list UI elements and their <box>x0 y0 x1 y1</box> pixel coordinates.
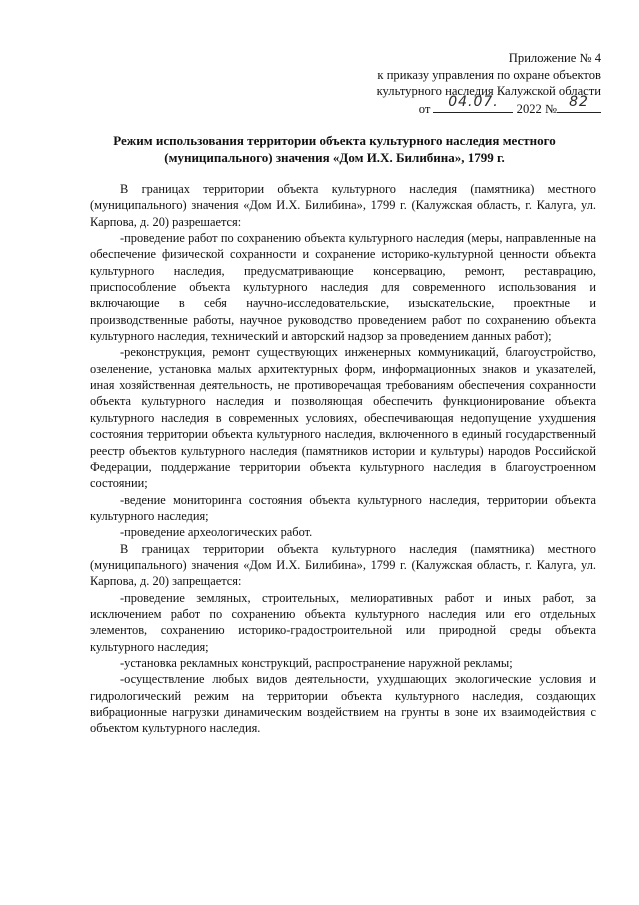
handwritten-number: 82 <box>569 93 589 110</box>
paragraph-earthworks: -проведение земляных, строительных, мелиоративных работ и иных работ, за исключением работ по сохранению объекта культурного наследия или его отдельных элементов, сохранению историко-градостроительной или природной среды объекта культурного наследия; <box>90 590 596 654</box>
title-line-1: Режим использования территории объекта культурного наследия местного <box>113 133 556 148</box>
authority-line: культурного наследия Калужской области <box>376 84 601 99</box>
paragraph-conservation-works: -проведение работ по сохранению объекта культурного наследия (меры, направленные на обеспечение физической сохранности и сохранение историко-культурной ценности объекта культурного наследия, предусматривающие консервацию, ремонт, реставрацию, приспособление объекта культурного наследия для современного использования и включающие в себя научно-исследовательские, изыскательские, проектные и производственные работы, научное руководство проведением работ по сохранению объекта культурного наследия, технический и авторский надзор за проведением данных работ); <box>90 231 596 344</box>
title-line-2: (муниципального) значения «Дом И.Х. Билибина», 1799 г. <box>164 149 505 165</box>
paragraph-advertising: -установка рекламных конструкций, распространение наружной рекламы; <box>120 655 513 670</box>
order-reference-line: к приказу управления по охране объектов <box>377 67 601 82</box>
paragraph-permitted-intro: В границах территории объекта культурного наследия (памятника) местного (муниципального) значения «Дом И.Х. Билибина», 1799 г. (Калужская область, г. Калуга, ул. Карпова, д. 20) разрешается: <box>90 182 596 229</box>
date-prefix: от <box>418 101 431 116</box>
paragraph-archaeology: -проведение археологических работ. <box>120 525 313 540</box>
date-number-line <box>377 93 601 118</box>
paragraph-monitoring: -ведение мониторинга состояния объекта культурного наследия, территории объекта культурного наследия; <box>90 492 596 523</box>
paragraph-prohibited-intro: В границах территории объекта культурного наследия (памятника) местного (муниципального) значения «Дом И.Х. Билибина», 1799 г. (Калужская область, г. Калуга, ул. Карпова, д. 20) запрещается: <box>90 541 596 589</box>
appendix-header <box>377 50 601 117</box>
year-number-label: 2022 № <box>516 101 557 116</box>
paragraph-ecology: -осуществление любых видов деятельности, ухудшающих экологические условия и гидрологический режим на территории объекта культурного наследия, создающих вибрационные нагрузки динамическим воздействием на грунты в зоне их взаимодействия с объектом культурного наследия. <box>90 672 596 736</box>
document-body <box>90 181 596 737</box>
number-field <box>557 93 601 113</box>
handwritten-date: 04.07. <box>448 93 499 110</box>
appendix-number: Приложение № 4 <box>508 51 601 65</box>
date-field <box>433 93 513 113</box>
document-title <box>80 133 589 166</box>
paragraph-reconstruction: -реконструкция, ремонт существующих инженерных коммуникаций, благоустройство, озеленение, установка малых архитектурных форм, информационных знаков и указателей, иная хозяйственная деятельность, не противоречащая требованиям обеспечения сохранности объекта культурного наследия и позволяющая обеспечить функционирование объекта культурного наследия в современных условиях, обеспечивающая недопущение ухудшения состояния территории объекта культурного наследия, включенного в единый государственный реестр объектов культурного наследия (памятников истории и культуры) народов Российской Федерации, поддержание территории объекта культурного наследия в благоустроенном состоянии; <box>90 345 596 491</box>
